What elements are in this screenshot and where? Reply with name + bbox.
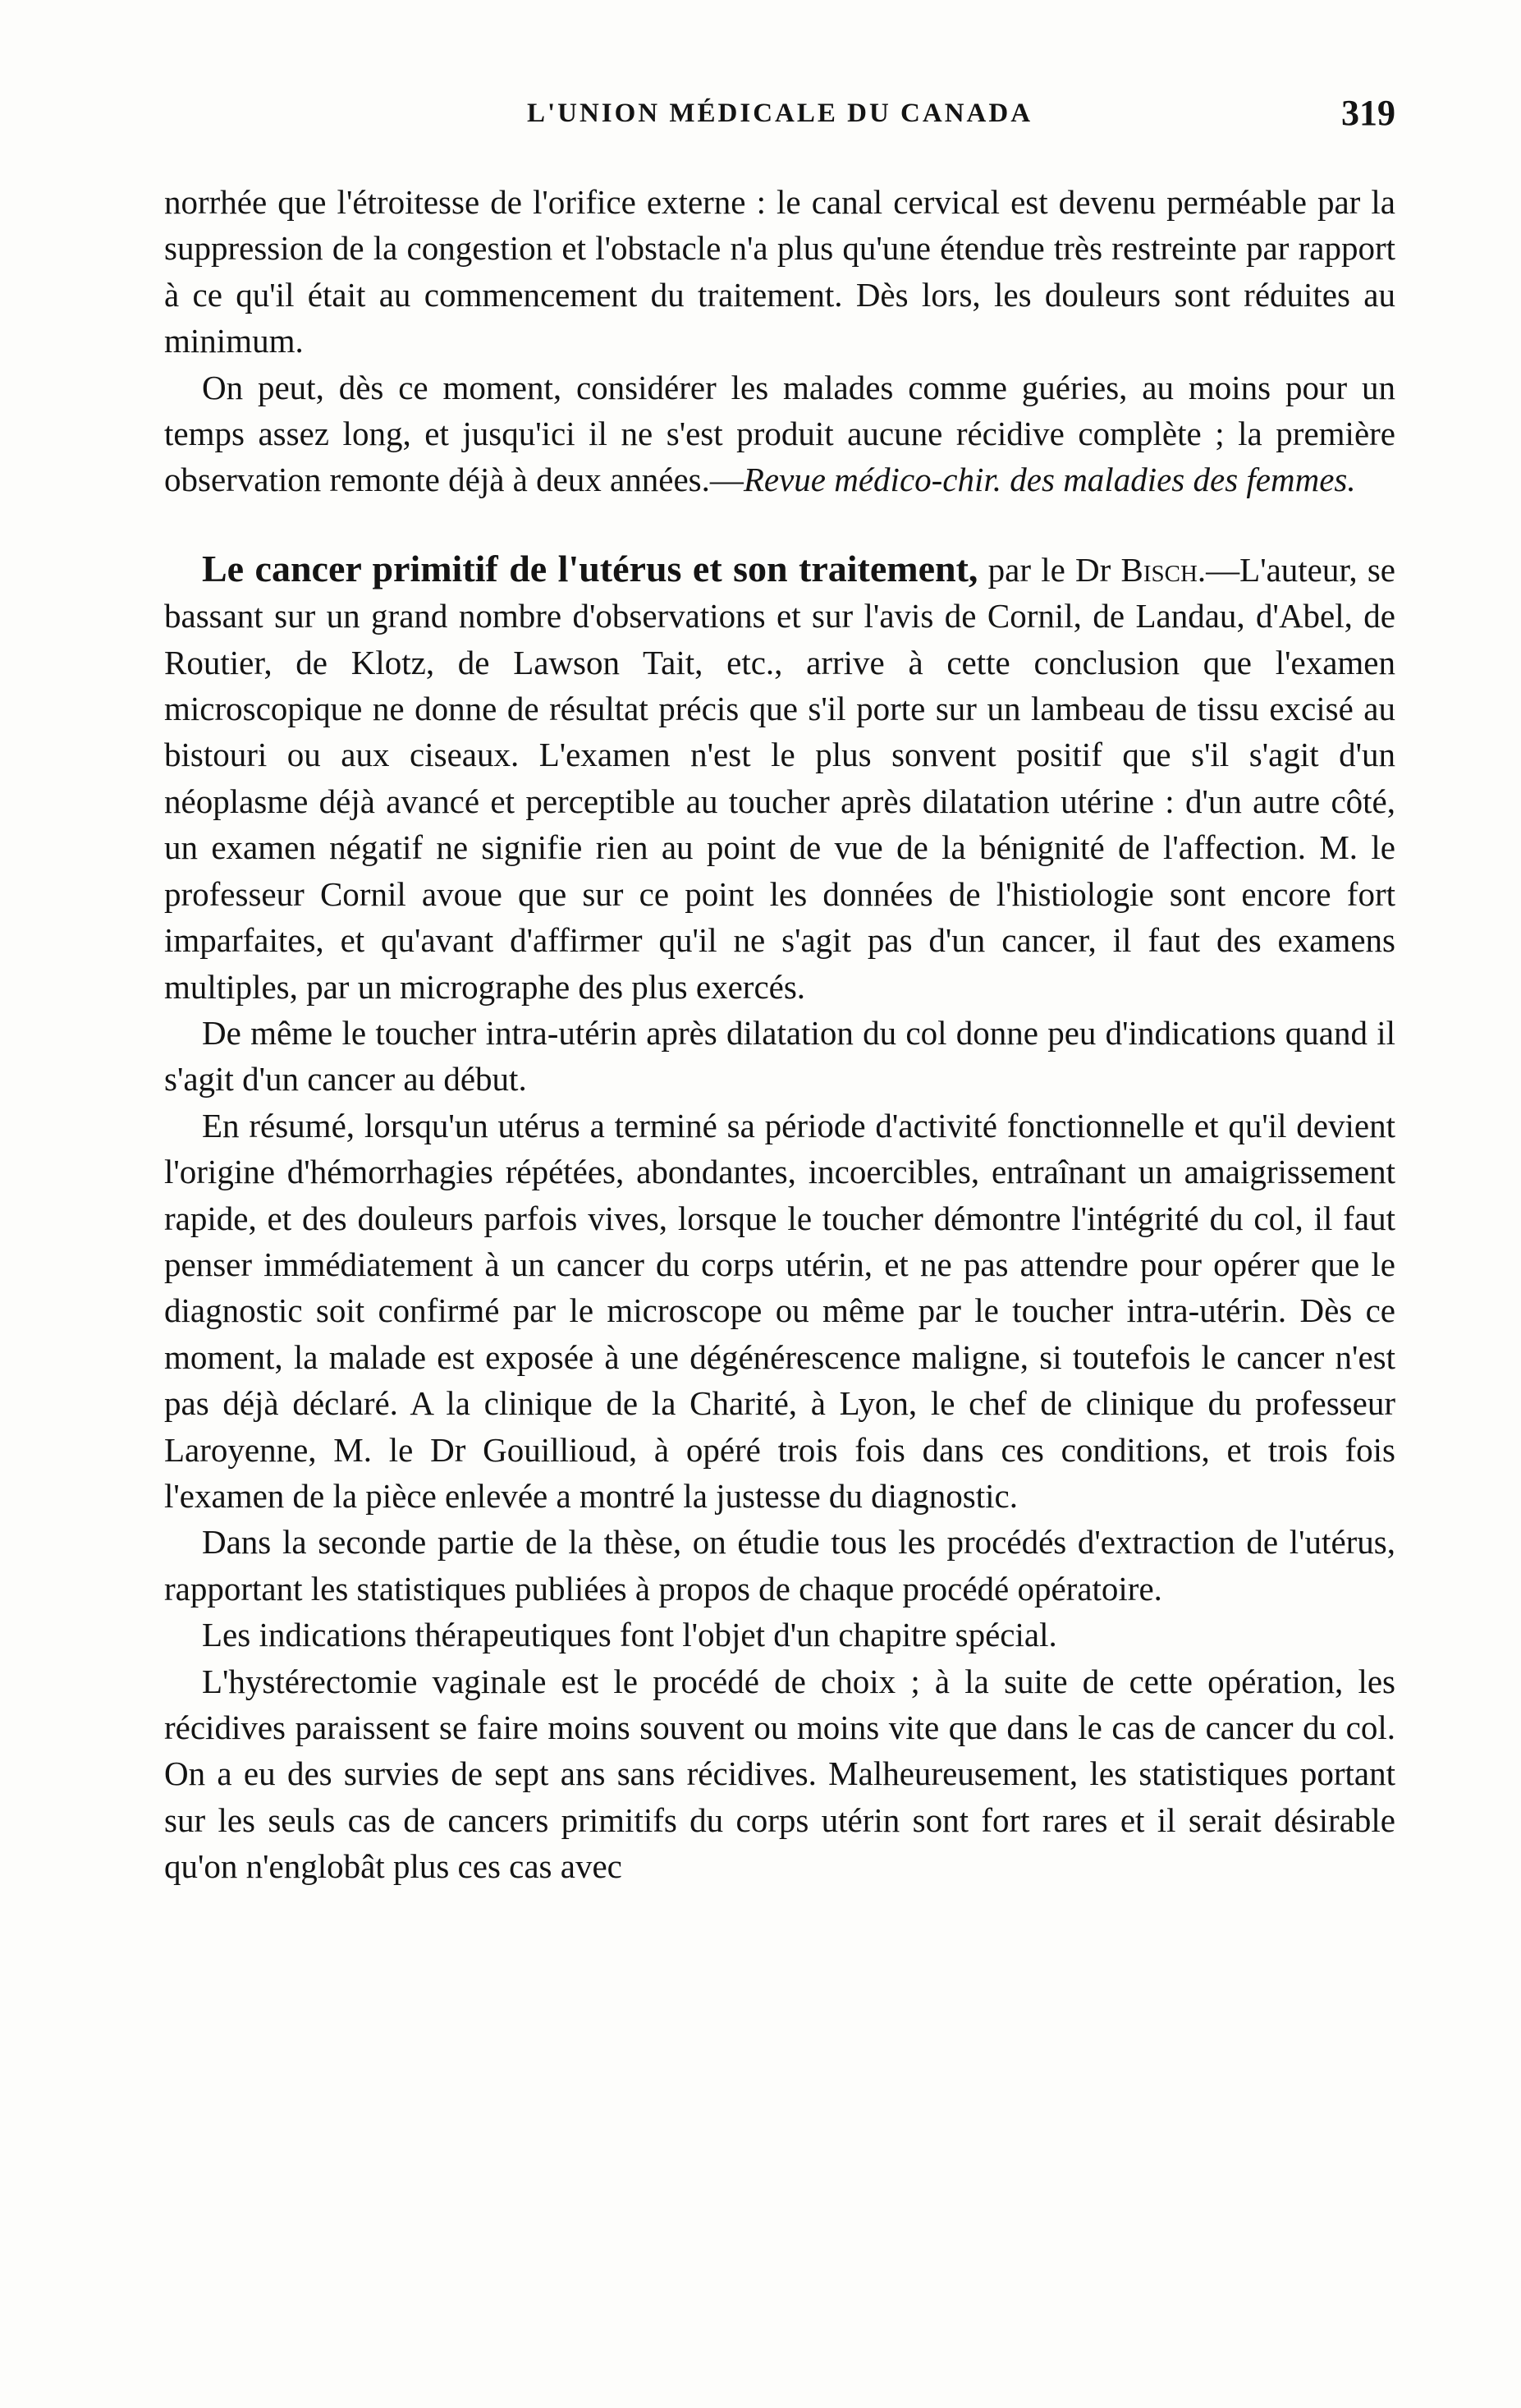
paragraph: En résumé, lorsqu'un utérus a terminé sa période d'activité fonctionnelle et qu'il devient l'origine d'hémorrhagies répétées, abondantes, incoercibles, entraînant un amaigrissement rapide, et des douleurs parfois vives, lorsque le toucher démontre l'intégrité du col, il faut penser immédiatement à un cancer du corps utérin, et ne pas attendre pour opérer que le diagnostic soit confirmé par le microscope ou même par le toucher intra-utérin. Dès ce moment, la malade est exposée à une dégénérescence maligne, si toutefois le cancer n'est pas déjà déclaré. A la clinique de la Charité, à Lyon, le chef de clinique du professeur Laroyenne, M. le Dr Gouillioud, à opéré trois fois dans ces conditions, et trois fois l'examen de la pièce enlevée a montré la justesse du diagnostic.	[164, 1106, 1395, 1515]
author-name: Bisch	[1120, 550, 1198, 589]
paragraph: De même le toucher intra-utérin après dilatation du col donne peu d'indications quand il s'agit d'un cancer au début.	[164, 1013, 1395, 1099]
article-title: Le cancer primitif de l'utérus et son traitement,	[202, 547, 978, 589]
article-paragraph	[164, 546, 1395, 1010]
paragraph: Les indications thérapeutiques font l'objet d'un chapitre spécial.	[202, 1616, 1057, 1654]
paragraph-continued	[164, 179, 1395, 365]
paragraph-text: norrhée que l'étroitesse de l'orifice externe : le canal cervical est devenu perméable par la suppression de la congestion et l'obstacle n'a plus qu'une étendue très restreinte par rapport à ce qu'il était au commencement du traitement. Dès lors, les douleurs sont réduites au minimum.	[164, 183, 1395, 360]
source-citation: Revue médico-chir. des maladies des femmes.	[743, 461, 1356, 499]
running-title: L'UNION MÉDICALE DU CANADA	[526, 99, 1033, 128]
byline: par le Dr	[978, 550, 1121, 589]
paragraph: L'hystérectomie vaginale est le procédé de choix ; à la suite de cette opération, les récidives paraissent se faire moins souvent ou moins vite que dans le cas de cancer du col. On a eu des survies de sept ans sans récidives. Malheureusement, les statistiques portant sur les seuls cas de cancers primitifs du corps utérin sont fort rares et il serait désirable qu'on n'englobât plus ces cas avec	[164, 1662, 1395, 1886]
article-intro: .—L'auteur, se bassant sur un grand nombre d'observations et sur l'avis de Cornil, de Landau, d'Abel, de Routier, de Klotz, de Lawson Tait, etc., arrive à cette conclusion que l'examen microscopique ne donne de résultat précis que s'il porte sur un lambeau de tissu excisé au bistouri ou aux ciseaux. L'examen n'est le plus sonvent positif que s'il s'agit d'un néoplasme déjà avancé et perceptible au toucher après dilatation utérine : d'un autre côté, un examen négatif ne signifie rien au point de vue de la bénignité de l'affection. M. le professeur Cornil avoue que sur ce point les données de l'histiologie sont encore fort imparfaites, et qu'avant d'affirmer qu'il ne s'agit pas d'un cancer, il faut des examens multiples, par un micrographe des plus exercés.	[164, 550, 1396, 1006]
page-number: 319	[1341, 93, 1395, 133]
running-header	[164, 92, 1395, 141]
paragraph-text: On peut, dès ce moment, considérer les malades comme guéries, au moins pour un temps assez long, et jusqu'ici il ne s'est produit aucune récidive complète ; la première observation remonte déjà à deux années.—	[164, 368, 1395, 499]
paragraph	[164, 365, 1395, 503]
body-text	[164, 179, 1395, 1890]
paragraph: Dans la seconde partie de la thèse, on étudie tous les procédés d'extraction de l'utérus, rapportant les statistiques publiées à propos de chaque procédé opératoire.	[164, 1523, 1395, 1608]
